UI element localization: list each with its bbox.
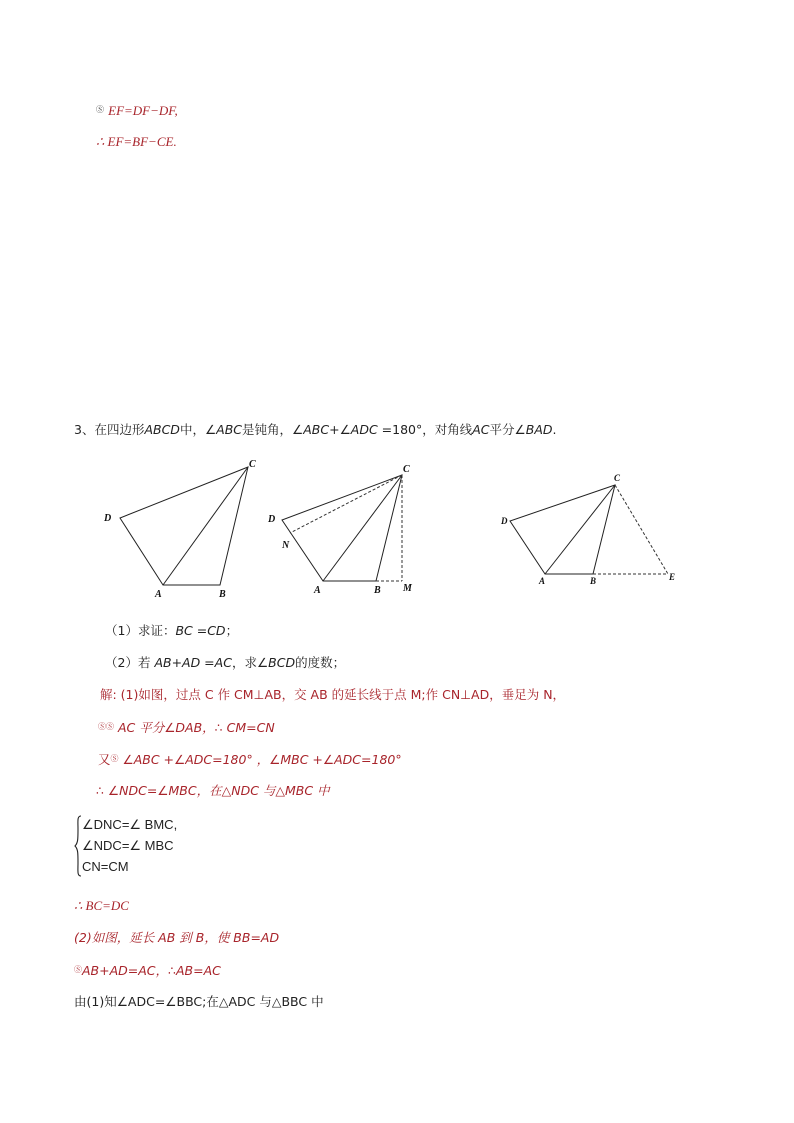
fig1-diagonal-ac — [163, 467, 248, 585]
fig1-label-d: D — [104, 513, 112, 524]
solution-line-1: 解: (1)如图，过点 C 作 CM⊥AB，交 AB 的延长线于点 M;作 CN⊥AD，垂足为 N， — [100, 687, 566, 702]
question-1: （1）求证：BC =CD； — [105, 623, 239, 638]
fig1-label-a: A — [155, 589, 162, 600]
fig2-label-c: C — [403, 464, 410, 475]
left-brace-icon — [74, 815, 82, 877]
fig2-label-n: N — [282, 540, 290, 551]
problem-stem: 3、在四边形ABCD中，∠ABC是钝角，∠ABC+∠ADC =180°，对角线AC平分∠BAD. — [74, 422, 557, 437]
fig3-label-e: E — [669, 572, 676, 582]
top-line-1 — [96, 102, 178, 120]
fig2-label-a: A — [314, 585, 321, 596]
fig2-quadrilateral — [282, 475, 402, 581]
fig3-label-c: C — [614, 473, 621, 483]
figure-3 — [495, 465, 690, 595]
fig2-label-m: M — [403, 583, 412, 594]
fig1-quadrilateral — [120, 467, 248, 585]
top-line-1-text: EF=DF−DF, — [108, 103, 178, 118]
question-2: （2）若 AB+AD =AC，求∠BCD的度数； — [105, 655, 346, 670]
fig1-label-c: C — [249, 459, 256, 470]
fig2-perp-cn — [290, 475, 402, 533]
figure-2 — [262, 455, 427, 605]
solution-line-8: 由(1)知∠ADC=∠BBC;在△ADC 与△BBC 中 — [74, 994, 324, 1009]
solution-line-6: (2)如图，延长 AB 到 B，使 BB=AD — [74, 930, 280, 945]
top-line-2: ∴ EF=BF−CE. — [96, 134, 177, 149]
fig3-label-a: A — [539, 576, 546, 586]
fig3-label-b: B — [590, 576, 597, 586]
condition-2: ∠NDC=∠ MBC — [82, 838, 174, 853]
fig2-label-d: D — [268, 514, 276, 525]
figure-1 — [100, 455, 260, 605]
fig3-quadrilateral — [510, 485, 615, 574]
fig1-label-b: B — [219, 589, 226, 600]
because-symbol: Ⓢ — [96, 105, 104, 114]
fig3-segment-ce — [615, 485, 668, 574]
solution-line-4: ∴ ∠NDC=∠MBC，在△NDC 与△MBC 中 — [96, 783, 330, 798]
condition-3: CN=CM — [82, 859, 129, 874]
solution-line-3: 又Ⓢ ∠ABC +∠ADC=180° ，∠MBC +∠ADC=180° — [98, 752, 402, 767]
fig3-label-d: D — [501, 516, 508, 526]
solution-line-2: ⓈⓈ AC 平分∠DAB，∴ CM=CN — [98, 720, 275, 735]
fig2-diagonal-ac — [323, 475, 402, 581]
fig2-label-b: B — [374, 585, 381, 596]
solution-line-7: ⓈAB+AD=AC，∴AB=AC — [74, 963, 221, 978]
solution-line-5: ∴ BC=DC — [74, 898, 129, 913]
condition-1: ∠DNC=∠ BMC, — [82, 817, 178, 832]
